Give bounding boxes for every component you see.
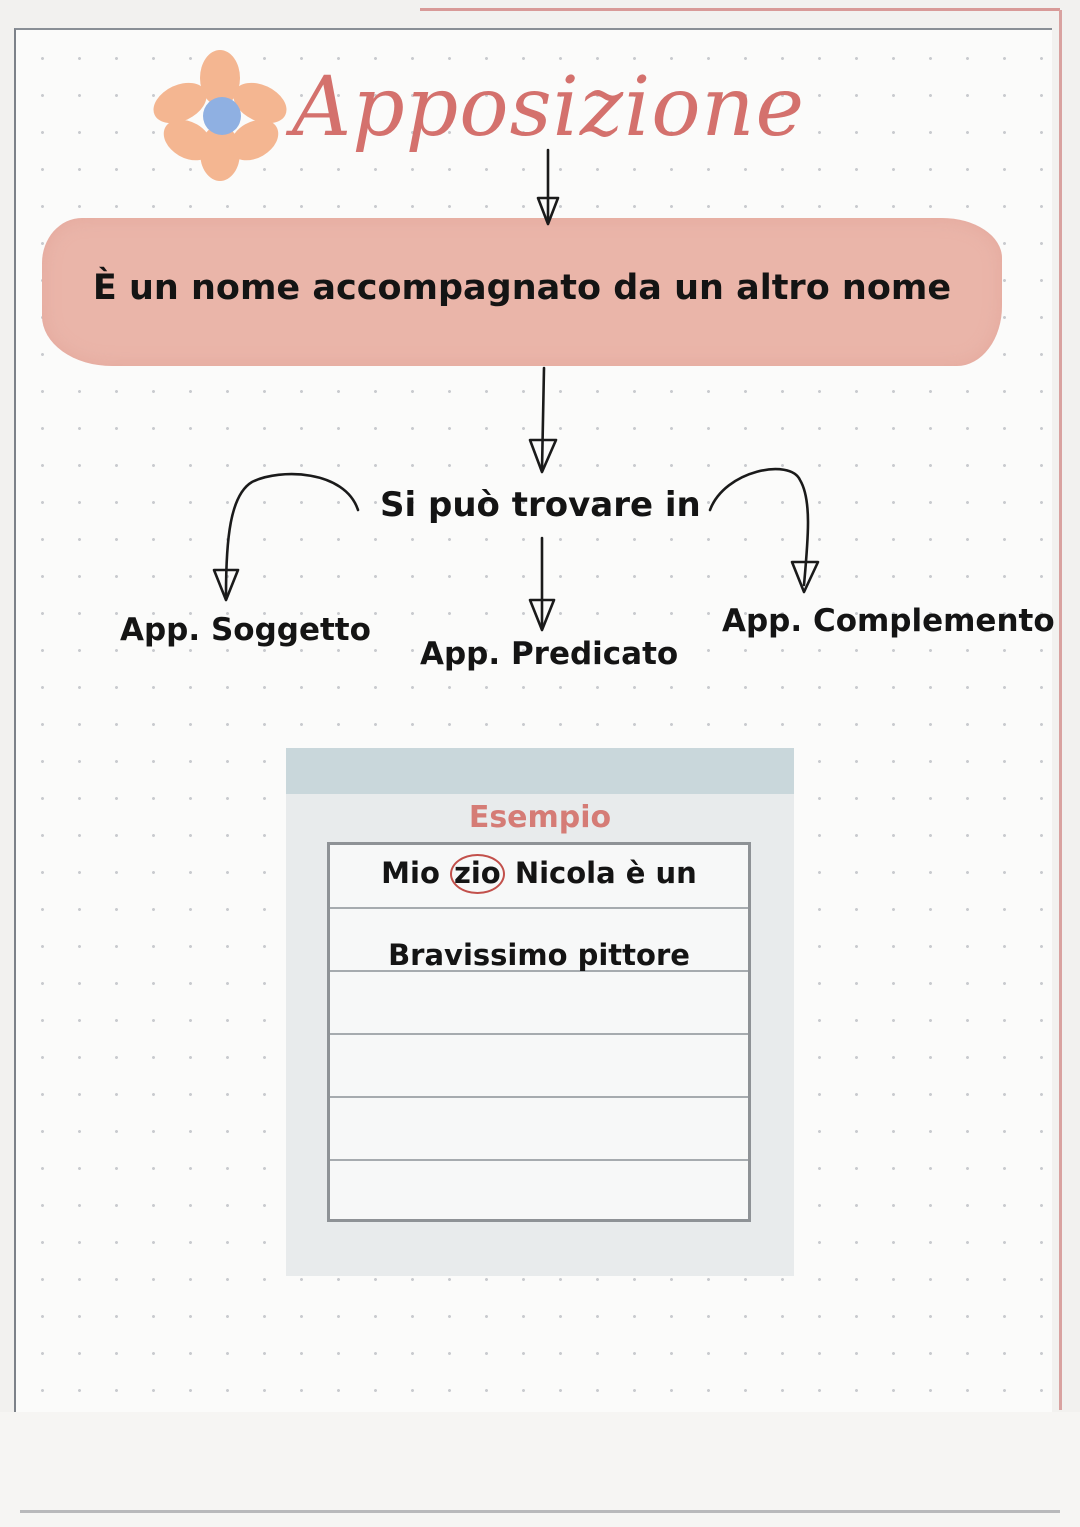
type-predicato: App. Predicato — [420, 636, 679, 672]
arrow-definition-to-branch — [542, 368, 544, 470]
example-heading: Esempio — [468, 800, 612, 835]
example-word: Mio — [381, 856, 440, 890]
apposition-highlight: zio — [450, 854, 505, 894]
ruled-line — [330, 1159, 748, 1161]
page-title: Apposizione — [292, 60, 806, 155]
example-lined-box — [327, 842, 751, 1222]
example-card-header — [286, 748, 794, 794]
ruled-line — [330, 1033, 748, 1035]
example-word: Nicola è un — [514, 856, 697, 890]
branch-label: Si può trovare in — [380, 485, 701, 525]
ruled-line — [330, 907, 748, 909]
type-complemento: App. Complemento — [722, 603, 1055, 639]
ruled-line — [330, 1096, 748, 1098]
definition-text: È un nome accompagnato da un altro nome — [92, 268, 952, 308]
example-sentence-line-2: Bravissimo pittore — [388, 938, 690, 972]
type-soggetto: App. Soggetto — [120, 612, 371, 648]
example-sentence-line-1 — [327, 854, 751, 894]
arrow-branch-to-soggetto — [226, 474, 358, 595]
